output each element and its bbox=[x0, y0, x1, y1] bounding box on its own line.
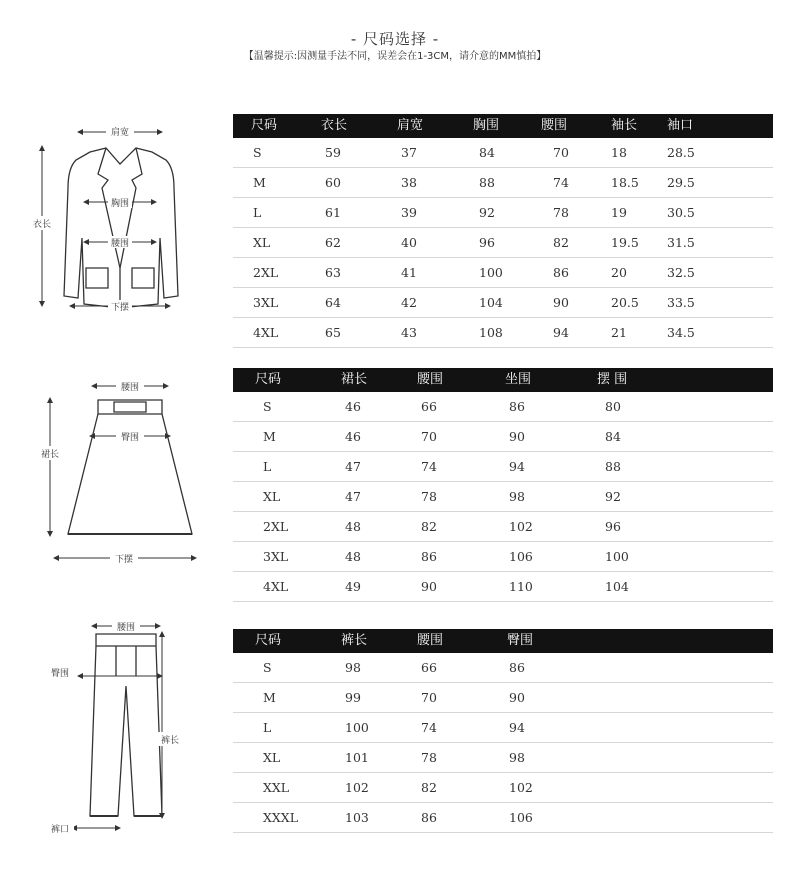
table-row bbox=[233, 803, 773, 833]
table-cell: 66 bbox=[421, 660, 437, 675]
table-cell: 82 bbox=[553, 235, 569, 250]
table-cell: 90 bbox=[421, 579, 437, 594]
skirt-size-table bbox=[233, 368, 773, 602]
table-cell: 3XL bbox=[263, 549, 289, 564]
table-cell: 86 bbox=[421, 810, 437, 825]
table-cell: 18 bbox=[611, 145, 627, 160]
table-cell: 102 bbox=[509, 780, 533, 795]
table-cell: 46 bbox=[345, 399, 361, 414]
skirt-icon bbox=[68, 400, 192, 534]
table-cell: 21 bbox=[611, 325, 627, 340]
table-cell: 30.5 bbox=[667, 205, 695, 220]
table-cell: 4XL bbox=[263, 579, 289, 594]
table-cell: 2XL bbox=[263, 519, 289, 534]
table-cell: 94 bbox=[553, 325, 569, 340]
table-cell: 4XL bbox=[253, 325, 279, 340]
table-cell: 78 bbox=[421, 750, 437, 765]
skirt-hip-label: 臀围 bbox=[120, 433, 140, 443]
shoulder-label: 肩宽 bbox=[110, 128, 130, 138]
pants-cuff-label: 裤口 bbox=[50, 825, 70, 835]
col-header: 肩宽 bbox=[397, 118, 424, 133]
table-cell: 42 bbox=[401, 295, 417, 310]
table-cell: 65 bbox=[325, 325, 341, 340]
table-cell: 100 bbox=[605, 549, 629, 564]
col-header: 衣长 bbox=[321, 118, 348, 133]
col-header: 袖长 bbox=[611, 118, 638, 133]
table-header bbox=[233, 114, 773, 138]
pants-icon bbox=[90, 634, 162, 816]
chest-label: 胸围 bbox=[110, 199, 130, 209]
table-row bbox=[233, 482, 773, 512]
table-cell: 78 bbox=[553, 205, 569, 220]
table-cell: S bbox=[263, 399, 272, 414]
length-label: 衣长 bbox=[32, 220, 52, 230]
table-cell: 70 bbox=[553, 145, 569, 160]
table-cell: L bbox=[263, 720, 272, 735]
table-cell: S bbox=[253, 145, 262, 160]
table-cell: 33.5 bbox=[667, 295, 695, 310]
hem-label: 下摆 bbox=[110, 303, 130, 313]
table-cell: 46 bbox=[345, 429, 361, 444]
page-title: - 尺码选择 - bbox=[350, 30, 440, 48]
table-row bbox=[233, 258, 773, 288]
table-row bbox=[233, 392, 773, 422]
table-cell: XL bbox=[263, 750, 281, 765]
skirt-length-label: 裙长 bbox=[40, 450, 60, 460]
table-cell: 18.5 bbox=[611, 175, 639, 190]
table-row bbox=[233, 773, 773, 803]
table-cell: 100 bbox=[479, 265, 503, 280]
table-cell: 101 bbox=[345, 750, 369, 765]
jacket-diagram bbox=[28, 118, 208, 328]
table-cell: 74 bbox=[421, 720, 437, 735]
table-cell: 47 bbox=[345, 489, 361, 504]
table-cell: XXL bbox=[263, 780, 290, 795]
table-cell: 41 bbox=[401, 265, 417, 280]
table-cell: M bbox=[263, 429, 276, 444]
table-cell: XXXL bbox=[263, 810, 298, 825]
table-cell: 108 bbox=[479, 325, 503, 340]
table-cell: 94 bbox=[509, 720, 525, 735]
table-cell: 3XL bbox=[253, 295, 279, 310]
col-header: 摆 围 bbox=[597, 372, 628, 387]
col-header: 袖口 bbox=[667, 118, 694, 133]
table-row bbox=[233, 318, 773, 348]
table-cell: XL bbox=[263, 489, 281, 504]
table-cell: 62 bbox=[325, 235, 341, 250]
table-cell: 88 bbox=[605, 459, 621, 474]
table-cell: 100 bbox=[345, 720, 369, 735]
table-row bbox=[233, 713, 773, 743]
table-row bbox=[233, 198, 773, 228]
table-cell: 40 bbox=[401, 235, 417, 250]
table-cell: 32.5 bbox=[667, 265, 695, 280]
table-cell: 90 bbox=[509, 690, 525, 705]
table-row bbox=[233, 512, 773, 542]
table-cell: 74 bbox=[553, 175, 569, 190]
table-cell: 106 bbox=[509, 810, 533, 825]
table-cell: 66 bbox=[421, 399, 437, 414]
table-row bbox=[233, 422, 773, 452]
pants-waist-label: 腰围 bbox=[116, 623, 136, 633]
table-header bbox=[233, 368, 773, 392]
pants-diagram bbox=[44, 616, 194, 844]
table-cell: 39 bbox=[401, 205, 417, 220]
col-header: 腰围 bbox=[417, 372, 444, 387]
table-cell: 49 bbox=[345, 579, 361, 594]
skirt-diagram bbox=[34, 374, 204, 574]
table-cell: 59 bbox=[325, 145, 341, 160]
table-cell: 48 bbox=[345, 549, 361, 564]
table-cell: 98 bbox=[509, 750, 525, 765]
table-cell: M bbox=[263, 690, 276, 705]
table-cell: 19 bbox=[611, 205, 627, 220]
table-cell: 61 bbox=[325, 205, 341, 220]
table-row bbox=[233, 452, 773, 482]
skirt-hem-label: 下摆 bbox=[114, 555, 134, 565]
table-cell: 84 bbox=[605, 429, 621, 444]
col-header: 臀围 bbox=[507, 633, 534, 648]
table-cell: 90 bbox=[553, 295, 569, 310]
table-cell: 86 bbox=[421, 549, 437, 564]
table-cell: L bbox=[253, 205, 262, 220]
table-row bbox=[233, 683, 773, 713]
col-header: 尺码 bbox=[255, 633, 282, 648]
table-cell: 70 bbox=[421, 429, 437, 444]
col-header: 尺码 bbox=[255, 372, 282, 387]
table-cell: 28.5 bbox=[667, 145, 695, 160]
jacket-size-table bbox=[233, 114, 773, 348]
table-cell: XL bbox=[253, 235, 271, 250]
col-header: 坐围 bbox=[505, 372, 532, 387]
table-cell: 84 bbox=[479, 145, 495, 160]
table-cell: 82 bbox=[421, 780, 437, 795]
col-header: 尺码 bbox=[251, 118, 278, 133]
table-row bbox=[233, 743, 773, 773]
table-cell: 98 bbox=[345, 660, 361, 675]
col-header: 裤长 bbox=[341, 633, 368, 648]
table-cell: 103 bbox=[345, 810, 369, 825]
table-cell: 86 bbox=[509, 399, 525, 414]
col-header: 腰围 bbox=[417, 633, 444, 648]
table-cell: 96 bbox=[605, 519, 621, 534]
skirt-waist-label: 腰围 bbox=[120, 383, 140, 393]
col-header: 胸围 bbox=[473, 118, 500, 133]
waist-label: 腰围 bbox=[110, 239, 130, 249]
table-row bbox=[233, 572, 773, 602]
table-cell: 2XL bbox=[253, 265, 279, 280]
table-cell: 94 bbox=[509, 459, 525, 474]
table-cell: 19.5 bbox=[611, 235, 639, 250]
table-cell: 98 bbox=[509, 489, 525, 504]
table-cell: 48 bbox=[345, 519, 361, 534]
table-cell: 78 bbox=[421, 489, 437, 504]
table-cell: 43 bbox=[401, 325, 417, 340]
table-cell: 106 bbox=[509, 549, 533, 564]
table-cell: 82 bbox=[421, 519, 437, 534]
table-cell: 86 bbox=[509, 660, 525, 675]
table-cell: 102 bbox=[345, 780, 369, 795]
table-cell: 38 bbox=[401, 175, 417, 190]
table-cell: 29.5 bbox=[667, 175, 695, 190]
pants-hip-label: 臀围 bbox=[50, 669, 70, 679]
pants-length-label: 裤长 bbox=[160, 736, 180, 746]
measurement-tip: 【温馨提示:因测量手法不同，误差会在1-3CM，请介意的MM慎拍】 bbox=[243, 51, 547, 62]
table-row bbox=[233, 288, 773, 318]
table-cell: 20.5 bbox=[611, 295, 639, 310]
table-cell: 104 bbox=[479, 295, 503, 310]
table-row bbox=[233, 228, 773, 258]
table-cell: 92 bbox=[479, 205, 495, 220]
table-cell: 60 bbox=[325, 175, 341, 190]
jacket-icon bbox=[64, 148, 178, 308]
table-cell: 20 bbox=[611, 265, 627, 280]
table-cell: M bbox=[253, 175, 266, 190]
table-row bbox=[233, 168, 773, 198]
table-cell: L bbox=[263, 459, 272, 474]
pants-size-table bbox=[233, 629, 773, 833]
table-cell: S bbox=[263, 660, 272, 675]
table-cell: 80 bbox=[605, 399, 621, 414]
table-cell: 90 bbox=[509, 429, 525, 444]
table-cell: 88 bbox=[479, 175, 495, 190]
table-cell: 110 bbox=[509, 579, 533, 594]
col-header: 腰围 bbox=[541, 118, 568, 133]
table-cell: 63 bbox=[325, 265, 341, 280]
table-cell: 102 bbox=[509, 519, 533, 534]
table-cell: 96 bbox=[479, 235, 495, 250]
table-cell: 64 bbox=[325, 295, 341, 310]
table-header bbox=[233, 629, 773, 653]
table-cell: 37 bbox=[401, 145, 417, 160]
table-cell: 74 bbox=[421, 459, 437, 474]
table-cell: 99 bbox=[345, 690, 361, 705]
table-cell: 92 bbox=[605, 489, 621, 504]
col-header: 裙长 bbox=[341, 372, 368, 387]
table-cell: 31.5 bbox=[667, 235, 695, 250]
table-row bbox=[233, 653, 773, 683]
table-row bbox=[233, 138, 773, 168]
table-row bbox=[233, 542, 773, 572]
table-cell: 47 bbox=[345, 459, 361, 474]
table-cell: 34.5 bbox=[667, 325, 695, 340]
table-cell: 104 bbox=[605, 579, 629, 594]
table-cell: 70 bbox=[421, 690, 437, 705]
table-cell: 86 bbox=[553, 265, 569, 280]
